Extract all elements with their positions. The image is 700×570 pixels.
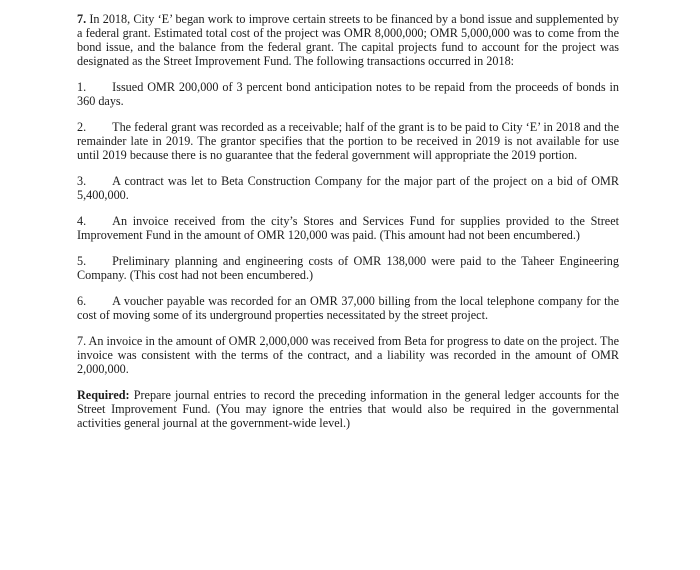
transaction-item-2 [77,120,619,162]
intro-text: In 2018, City ‘E’ began work to improve certain streets to be financed by a bond issue and supplemented by a federal grant. Estimated total cost of the project was OMR 8,000,000; OMR 5,000,000 was to come from the bond issue, and the balance from the federal grant. The capital projects fund to account for the project was designated as the Street Improvement Fund. The following transactions occurred in 2018: [77,12,620,68]
transaction-item-6 [77,294,619,322]
transaction-item-3 [77,174,619,202]
required-text: Prepare journal entries to record the preceding information in the general ledger accounts for the Street Improvement Fund. (You may ignore the entries that would also be required in the governmental activities general journal at the government-wide level.) [77,388,620,430]
item-number: 5. [77,254,87,268]
item-text: An invoice in the amount of OMR 2,000,000 was received from Beta for progress to date on the project. The invoice was consistent with the terms of the contract, and a liability was recorded in the amount of OMR 2,000,000. [77,334,619,376]
item-number: 3. [77,174,87,188]
required-label: Required: [77,388,130,402]
problem-number: 7. [77,12,87,26]
transaction-item-4 [77,214,619,242]
item-number: 2. [77,120,87,134]
transaction-item-5 [77,254,619,282]
item-number: 6. [77,294,87,308]
item-text: An invoice received from the city’s Stores and Services Fund for supplies provided to the Street Improvement Fund in the amount of OMR 120,000 was paid. (This amount had not been encumbered.) [77,214,619,242]
problem-text [77,12,619,442]
item-number: 7. [77,334,87,348]
item-text: Issued OMR 200,000 of 3 percent bond anticipation notes to be repaid from the proceeds of bonds in 360 days. [77,80,619,108]
item-number: 4. [77,214,87,228]
transaction-item-7 [77,334,619,376]
item-number: 1. [77,80,87,94]
intro-paragraph [77,12,619,68]
transaction-item-1 [77,80,619,108]
required-paragraph [77,388,619,430]
item-text: A contract was let to Beta Construction Company for the major part of the project on a bid of OMR 5,400,000. [77,174,619,202]
item-text: The federal grant was recorded as a receivable; half of the grant is to be paid to City ‘E’ in 2018 and the remainder late in 2019. The grantor specifies that the portion to be received in 2019 is not available for use until 2019 because there is no guarantee that the federal government will appropriate the 2019 portion. [77,120,619,162]
item-text: Preliminary planning and engineering costs of OMR 138,000 were paid to the Taheer Engineering Company. (This cost had not been encumbered.) [77,254,619,282]
item-text: A voucher payable was recorded for an OMR 37,000 billing from the local telephone company for the cost of moving some of its underground properties necessitated by the street project. [77,294,619,322]
